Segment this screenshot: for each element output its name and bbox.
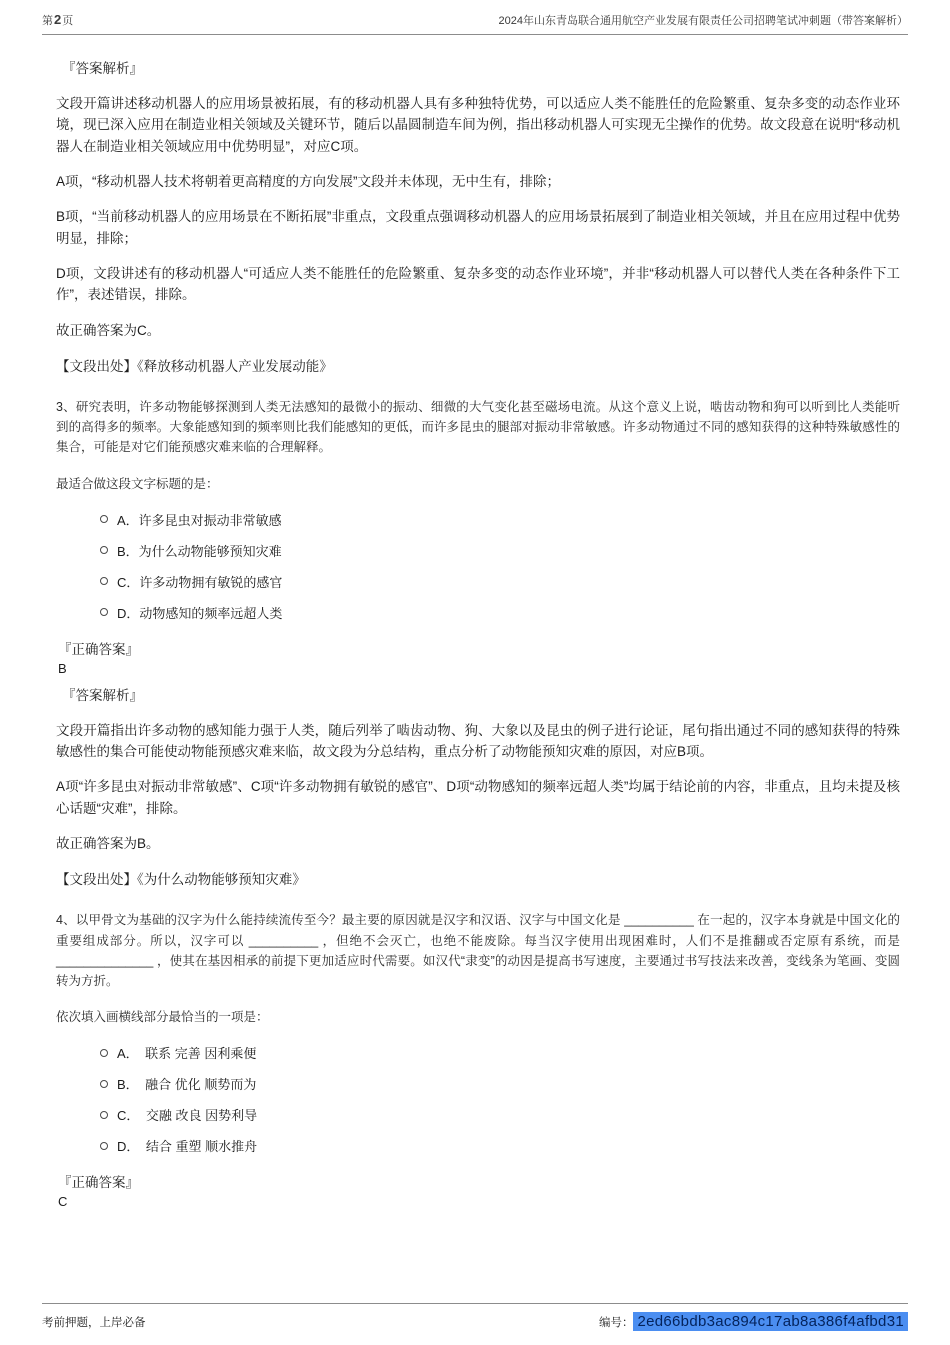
analysis-paragraph-b: B项，“当前移动机器人的应用场景在不断拓展”非重点，文段重点强调移动机器人的应用场景拓展到了制造业相关领域，并且在应用过程中优势明显，排除；: [56, 209, 900, 246]
page-footer: [42, 1303, 908, 1331]
answer-conclusion: 故正确答案为C。: [56, 322, 161, 338]
option-row: [100, 1043, 900, 1062]
option-row: [100, 1136, 900, 1155]
page-number-prefix: 第: [42, 15, 53, 27]
option-row: [100, 572, 900, 591]
question3-options: [100, 510, 900, 622]
analysis-paragraph: 文段开篇讲述移动机器人的应用场景被拓展，有的移动机器人具有多种独特优势，可以适应人类不能胜任的危险繁重、复杂多变的动态作业环境，现已深入应用在制造业相关领域及关键环节，随后以晶圆制造车间为例，指出移动机器人可实现无尘操作的优势。故文段意在说明“移动机器人在制造业相关领域应用中优势明显”，对应C项。: [56, 96, 900, 154]
option-row: [100, 1074, 900, 1093]
page-number-value: 2: [54, 12, 62, 27]
option-label: B．为什么动物能够预知灾难: [117, 543, 282, 559]
option-label: C．许多动物拥有敏锐的感官: [117, 574, 283, 590]
footer-slogan: 考前押题，上岸必备: [42, 1316, 146, 1329]
page-content: [42, 35, 908, 1209]
option-row: [100, 541, 900, 560]
analysis-paragraph: A项“许多昆虫对振动非常敏感”、C项“许多动物拥有敏锐的感官”、D项“动物感知的频率远超人类”均属于结论前的内容，非重点，且均未提及核心话题“灾难”，排除。: [56, 779, 900, 816]
question3-stem: 3、研究表明，许多动物能够探测到人类无法感知的最微小的振动、细微的大气变化甚至磁场电流。从这个意义上说，啮齿动物和狗可以听到比人类能听到的高得多的频率。大象能感知到的频率则比我们能感知的更低，而许多昆虫的腿部对振动非常敏感。许多动物通过不同的感知获得的这种特殊敏感性的集合，可能是对它们能预感灾难来临的合理解释。: [56, 399, 900, 455]
radio-icon[interactable]: [100, 1080, 108, 1088]
code-label: 编号：: [598, 1316, 634, 1329]
correct-answer-header: 『正确答案』: [58, 1175, 139, 1191]
question3-prompt: 最适合做这段文字标题的是：: [56, 476, 219, 491]
option-label: D． 结合 重塑 顺水推舟: [117, 1139, 258, 1155]
correct-answer-header: 『正确答案』: [58, 641, 139, 657]
footer-code: [599, 1312, 908, 1331]
document-title: 2024年山东青岛联合通用航空产业发展有限责任公司招聘笔试冲刺题（带答案解析）: [498, 15, 908, 27]
page-header: [42, 0, 908, 35]
option-label: A． 联系 完善 因利乘便: [117, 1046, 257, 1062]
analysis-paragraph: 文段开篇指出许多动物的感知能力强于人类，随后列举了啮齿动物、狗、大象以及昆虫的例子进行论证，尾句指出通过不同的感知获得的特殊敏感性的集合可能使动物能预感灾难来临，故文段为分总结构，重点分析了动物能预知灾难的原因，对应B项。: [56, 722, 900, 760]
radio-icon[interactable]: [100, 1049, 108, 1057]
question4-options: [100, 1043, 900, 1155]
question4-prompt: 依次填入画横线部分最恰当的一项是：: [56, 1010, 269, 1025]
analysis-header: 『答案解析』: [62, 687, 143, 703]
option-row: [100, 510, 900, 529]
radio-icon[interactable]: [100, 1142, 108, 1150]
option-label: B． 融合 优化 顺势而为: [117, 1077, 257, 1093]
question4-stem: 4、以甲骨文为基础的汉字为什么能持续流传至今？最主要的原因就是汉字和汉语、汉字与中国文化是 __________ 在一起的，汉字本身就是中国文化的重要组成部分。所以，汉字可以 __________ ，但绝不会灭亡，也绝不能废除。每当汉字使用出现困难时，人们不是推翻或否定原有系统，而是 ______________ ，使其在基因相承的前提下更加适应时代需要。如汉代“隶变”的动因是提高书写速度，主要通过书写技法来改善，变线条为笔画、变圆转为方折。: [56, 913, 900, 989]
option-label: D．动物感知的频率远超人类: [117, 605, 283, 621]
page-number: [42, 12, 73, 28]
analysis-header: 『答案解析』: [62, 61, 143, 76]
option-row: [100, 603, 900, 622]
radio-icon[interactable]: [100, 608, 108, 616]
analysis-paragraph-d: D项，文段讲述有的移动机器人“可适应人类不能胜任的危险繁重、复杂多变的动态作业环境”，并非“移动机器人可以替代人类在各种条件下工作”，表述错误，排除。: [56, 265, 900, 303]
option-row: [100, 1105, 900, 1124]
radio-icon[interactable]: [100, 515, 108, 523]
source-line: 【文段出处】《为什么动物能够预知灾难》: [56, 872, 306, 888]
answer-conclusion: 故正确答案为B。: [56, 836, 160, 852]
correct-answer-value: B: [58, 660, 67, 676]
source-line: 【文段出处】《释放移动机器人产业发展动能》: [56, 358, 333, 374]
radio-icon[interactable]: [100, 1111, 108, 1119]
radio-icon[interactable]: [100, 577, 108, 585]
code-value: 2ed66bdb3ac894c17ab8a386f4afbd31: [633, 1312, 908, 1331]
option-label: C． 交融 改良 因势利导: [117, 1108, 258, 1124]
radio-icon[interactable]: [100, 546, 108, 554]
page-number-suffix: 页: [62, 15, 74, 27]
correct-answer-value: C: [58, 1194, 68, 1210]
option-label: A．许多昆虫对振动非常敏感: [117, 512, 282, 528]
analysis-paragraph-a: A项，“移动机器人技术将朝着更高精度的方向发展”文段并未体现，无中生有，排除；: [56, 173, 560, 189]
